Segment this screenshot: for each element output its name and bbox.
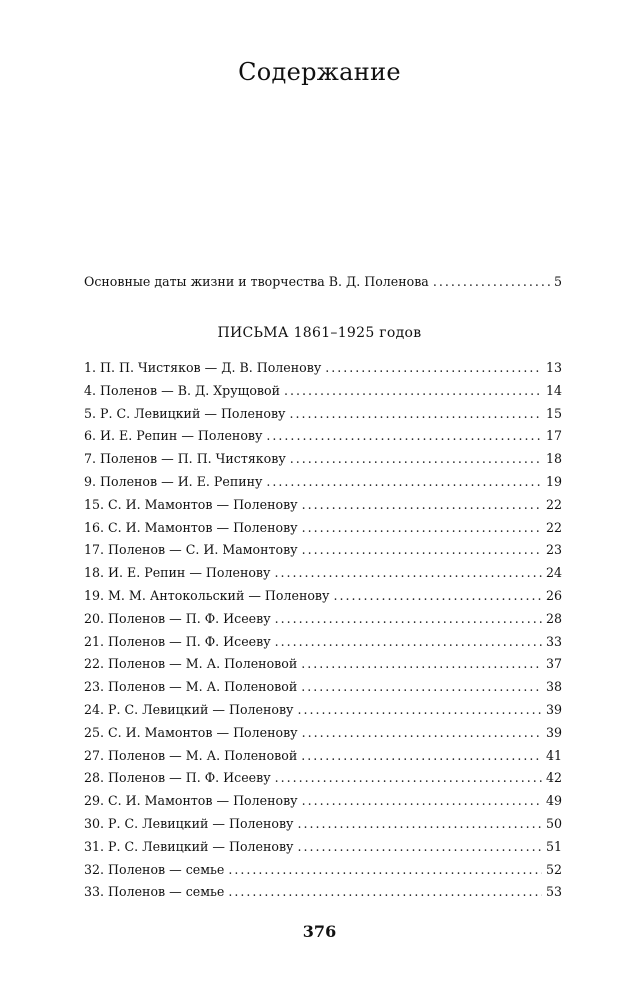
toc-entry-page: 19 — [545, 473, 562, 489]
toc-entry — [84, 634, 562, 657]
toc-entry-text: 15. С. И. Мамонтов — Поленову — [84, 496, 298, 512]
dot-leader — [290, 451, 542, 466]
dot-leader — [266, 474, 542, 489]
toc-entry-page: 23 — [545, 542, 562, 558]
toc-entry-text: 7. Поленов — П. П. Чистякову — [84, 451, 286, 467]
toc-entry-text: 21. Поленов — П. Ф. Исееву — [84, 633, 271, 649]
dot-leader — [301, 748, 542, 763]
toc-list — [84, 360, 562, 907]
dot-leader — [302, 497, 542, 512]
toc-entry — [84, 679, 562, 702]
section-heading: ПИСЬМА 1861–1925 годов — [217, 325, 422, 341]
toc-entry-text: 24. Р. С. Левицкий — Поленову — [84, 701, 294, 717]
toc-entry-page: 22 — [545, 496, 562, 512]
toc-entry-text: 33. Поленов — семье — [84, 884, 225, 900]
toc-entry — [84, 588, 562, 611]
toc-entry-text: 1. П. П. Чистяков — Д. В. Поленову — [84, 360, 322, 375]
toc-entry-page: 42 — [545, 770, 562, 786]
dot-leader — [302, 520, 542, 535]
page-title: Содержание — [238, 58, 401, 86]
toc-entry-page: 39 — [545, 701, 562, 717]
toc-entry-text: 6. И. Е. Репин — Поленову — [84, 428, 263, 444]
toc-entry-page: 38 — [545, 679, 562, 695]
dot-leader — [284, 383, 542, 398]
toc-entry-text: 22. Поленов — М. А. Поленовой — [84, 656, 298, 672]
dot-leader — [228, 884, 542, 899]
toc-entry-text: 9. Поленов — И. Е. Репину — [84, 473, 263, 489]
dot-leader — [228, 862, 542, 877]
toc-entry-page: 51 — [545, 838, 562, 854]
toc-entry — [84, 839, 562, 862]
toc-entry — [84, 816, 562, 839]
toc-entry — [84, 428, 562, 451]
dot-leader — [302, 793, 542, 808]
toc-entry-page: 53 — [545, 884, 562, 900]
dot-leader — [275, 770, 542, 785]
toc-entry-page: 28 — [545, 610, 562, 626]
toc-entry-text: 27. Поленов — М. А. Поленовой — [84, 747, 298, 763]
toc-entry — [84, 793, 562, 816]
toc-entry-text: 29. С. И. Мамонтов — Поленову — [84, 793, 298, 809]
toc-entry-page: 13 — [545, 360, 562, 375]
toc-intro-entry — [84, 274, 562, 289]
dot-leader — [301, 679, 542, 694]
toc-entry-text: 17. Поленов — С. И. Мамонтову — [84, 542, 298, 558]
dot-leader — [275, 634, 542, 649]
dot-leader — [302, 542, 542, 557]
toc-entry — [84, 520, 562, 543]
toc-entry-page: 39 — [545, 724, 562, 740]
toc-entry — [84, 611, 562, 634]
toc-entry-text: 5. Р. С. Левицкий — Поленову — [84, 405, 286, 421]
dot-leader — [289, 406, 542, 421]
dot-leader — [297, 816, 542, 831]
toc-entry-page: 17 — [545, 428, 562, 444]
toc-entry-page: 52 — [545, 861, 562, 877]
toc-entry — [84, 497, 562, 520]
toc-entry-text: 20. Поленов — П. Ф. Исееву — [84, 610, 271, 626]
toc-entry-page: 33 — [545, 633, 562, 649]
toc-entry — [84, 748, 562, 771]
toc-entry — [84, 884, 562, 907]
toc-entry-page: 22 — [545, 519, 562, 535]
dot-leader — [297, 839, 542, 854]
toc-entry — [84, 565, 562, 588]
toc-entry — [84, 702, 562, 725]
toc-entry-page: 5 — [553, 274, 562, 289]
dot-leader — [433, 274, 550, 289]
toc-entry-page: 14 — [545, 382, 562, 398]
toc-entry-text: 30. Р. С. Левицкий — Поленову — [84, 815, 294, 831]
toc-entry-page: 49 — [545, 793, 562, 809]
toc-entry — [84, 406, 562, 429]
dot-leader — [301, 656, 542, 671]
toc-entry — [84, 474, 562, 497]
toc-entry — [84, 451, 562, 474]
toc-entry-text: 28. Поленов — П. Ф. Исееву — [84, 770, 271, 786]
toc-entry — [84, 862, 562, 885]
toc-entry-text: 19. М. М. Антокольский — Поленову — [84, 587, 330, 603]
toc-entry — [84, 725, 562, 748]
toc-entry-text: Основные даты жизни и творчества В. Д. Поленова — [84, 274, 429, 289]
dot-leader — [274, 565, 542, 580]
toc-entry-page: 24 — [545, 565, 562, 581]
toc-entry — [84, 383, 562, 406]
dot-leader — [266, 428, 542, 443]
toc-entry-text: 31. Р. С. Левицкий — Поленову — [84, 838, 294, 854]
toc-entry — [84, 770, 562, 793]
dot-leader — [275, 611, 542, 626]
dot-leader — [297, 702, 542, 717]
toc-entry-page: 41 — [545, 747, 562, 763]
toc-entry-text: 18. И. Е. Репин — Поленову — [84, 565, 271, 581]
toc-entry — [84, 656, 562, 679]
toc-entry-page: 50 — [545, 815, 562, 831]
dot-leader — [325, 360, 542, 375]
toc-entry-text: 32. Поленов — семье — [84, 861, 225, 877]
dot-leader — [302, 725, 542, 740]
toc-entry-page: 18 — [545, 451, 562, 467]
toc-entry-page: 37 — [545, 656, 562, 672]
toc-entry-page: 15 — [545, 405, 562, 421]
toc-entry-page: 26 — [545, 587, 562, 603]
toc-entry-text: 23. Поленов — М. А. Поленовой — [84, 679, 298, 695]
toc-entry-text: 16. С. И. Мамонтов — Поленову — [84, 519, 298, 535]
toc-entry-text: 4. Поленов — В. Д. Хрущовой — [84, 382, 281, 398]
toc-entry-text: 25. С. И. Мамонтов — Поленову — [84, 724, 298, 740]
dot-leader — [333, 588, 542, 603]
toc-entry — [84, 542, 562, 565]
toc-entry — [84, 360, 562, 383]
page-number: 376 — [302, 922, 337, 941]
